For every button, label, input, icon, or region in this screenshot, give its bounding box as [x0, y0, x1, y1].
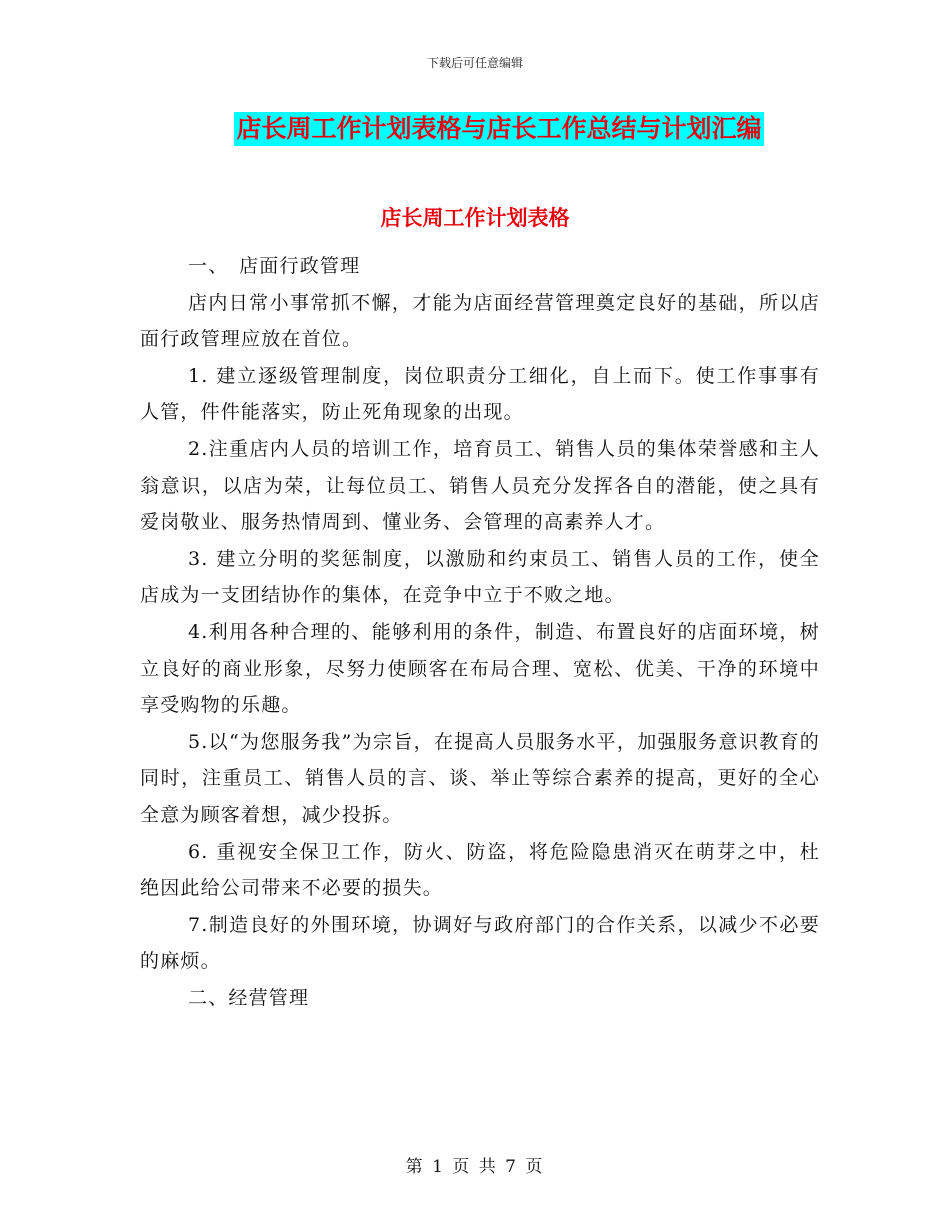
body-text [140, 248, 820, 1016]
paragraph: 4.利用各种合理的、能够利用的条件，制造、布置良好的店面环境，树立良好的商业形象，尽努力使顾客在布局合理、宽松、优美、干净的环境中享受购物的乐趣。 [140, 620, 820, 717]
paragraph: 6. 重视安全保卫工作，防火、防盗，将危险隐患消灭在萌芽之中，杜绝因此给公司带来不必要的损失。 [140, 840, 820, 900]
section-heading: 二、经营管理 [188, 986, 310, 1009]
section-heading: 一、 店面行政管理 [188, 255, 361, 277]
section-title: 店长周工作计划表格 [380, 206, 570, 230]
main-title-wrap [0, 112, 950, 146]
paragraph: 5.以“为您服务我”为宗旨，在提高人员服务水平，加强服务意识教育的同时，注重员工、销售人员的言、谈、举止等综合素养的提高，更好的全心全意为顾客着想，减少投拆。 [140, 730, 820, 826]
page-footer: 第 1 页 共 7 页 [405, 1157, 545, 1177]
paragraph: 7.制造良好的外围环境，协调好与政府部门的合作关系，以减少不必要的麻烦。 [140, 913, 820, 973]
paragraph: 2.注重店内人员的培训工作，培育员工、销售人员的集体荣誉感和主人翁意识，以店为荣，让每位员工、销售人员充分发挥各自的潜能，使之具有爱岗敬业、服务热情周到、懂业务、会管理的高素养人才。 [140, 437, 820, 534]
paragraph: 3. 建立分明的奖惩制度，以激励和约束员工、销售人员的工作，使全店成为一支团结协作的集体，在竞争中立于不败之地。 [140, 547, 820, 607]
paragraph: 1. 建立逐级管理制度，岗位职责分工细化，自上而下。使工作事事有人管，件件能落实，防止死角现象的出现。 [140, 364, 820, 424]
paragraph: 店内日常小事常抓不懈，才能为店面经营管理奠定良好的基础，所以店面行政管理应放在首位。 [140, 291, 820, 351]
main-title: 店长周工作计划表格与店长工作总结与计划汇编 [234, 112, 763, 146]
header-note: 下载后可任意编辑 [426, 56, 523, 70]
